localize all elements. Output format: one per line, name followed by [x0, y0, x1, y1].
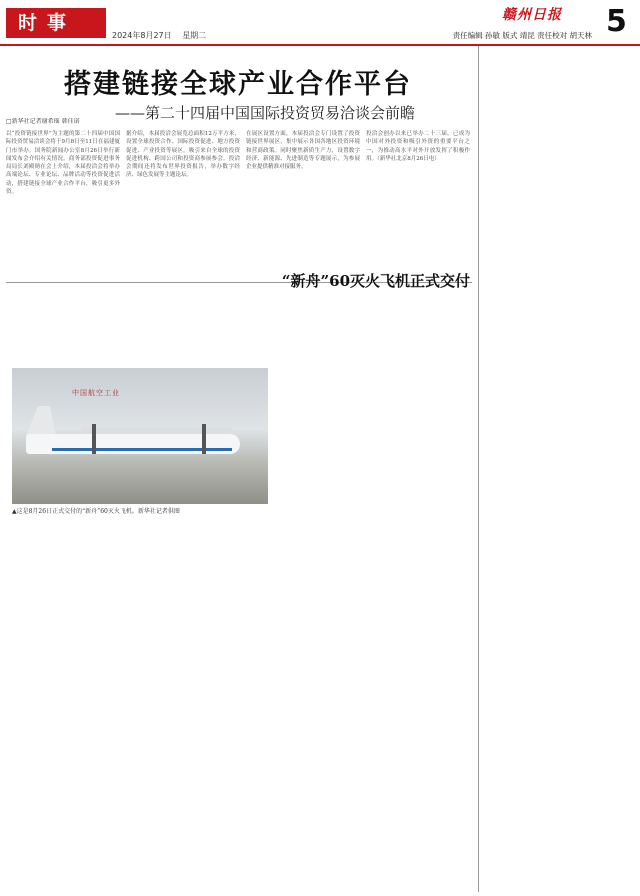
main-byline: □新华社记者谢希瑶 韩佳诺: [6, 118, 80, 125]
feature-headline: “新舟”60灭火飞机正式交付: [281, 272, 471, 290]
section-name: 时事: [18, 12, 77, 34]
main-subhead: ——第二十四届中国国际投资贸易洽谈会前瞻: [114, 104, 415, 122]
main-column-3: 在展区设置方面，本届投洽会专门设置了投资链接世界展区，集中展示各国各地区投资环境和营商政策。同时聚焦新质生产力，设置数字经济、新能源、先进制造等专题展示，为参展企业提供精准对接服务。: [246, 131, 360, 171]
main-column-4: 投洽会创办以来已举办二十三届，已成为中国对外投资和吸引外资的重要平台之一，为推动高水平对外开放发挥了积极作用。（新华社北京8月26日电）: [366, 131, 470, 162]
hangar-sign: 中国航空工业: [72, 389, 120, 397]
aircraft-fuselage: [26, 434, 240, 454]
main-headline: 搭建链接全球产业合作平台: [64, 69, 412, 100]
main-column-1: 以“投资链接世界”为主题的第二十四届中国国际投资贸易洽谈会将于9月8日至11日在福建厦门市举办。国务院新闻办公室8月26日举行新闻发布会介绍有关情况。商务部投资促进事务局局长刘殿勋在会上介绍，本届投洽会将举办高端论坛、专业论坛、品牌活动等投资促进活动，搭建链接全球产业合作平台，吸引更多外资。: [6, 131, 120, 196]
propeller-icon: [202, 424, 206, 454]
aircraft-photo: [12, 368, 268, 504]
column-divider: [478, 46, 479, 892]
photo-caption: ▲这是8月26日正式交付的“新舟”60灭火飞机。新华社记者供图: [12, 508, 180, 515]
page-number: 5: [606, 4, 627, 39]
editor-credits: 责任编辑 孙敏 版式 靖昆 责任校对 胡天林: [452, 31, 592, 40]
newspaper-logo: 赣州日报: [502, 7, 562, 23]
propeller-icon: [92, 424, 96, 454]
issue-weekday: 星期二: [182, 31, 207, 40]
issue-date: 2024年8月27日: [112, 31, 172, 40]
aircraft-tail: [26, 406, 56, 436]
main-column-2: 据介绍，本届投洽会展览总面积12万平方米，设置全球投资合作、国际投资促进、地方投资促进、产业投资等展区，吸引来自全球的投资促进机构、跨国公司和投资商参展参会。投洽会期间还将发布世界投资报告，举办数字经济、绿色发展等主题论坛。: [126, 131, 240, 179]
